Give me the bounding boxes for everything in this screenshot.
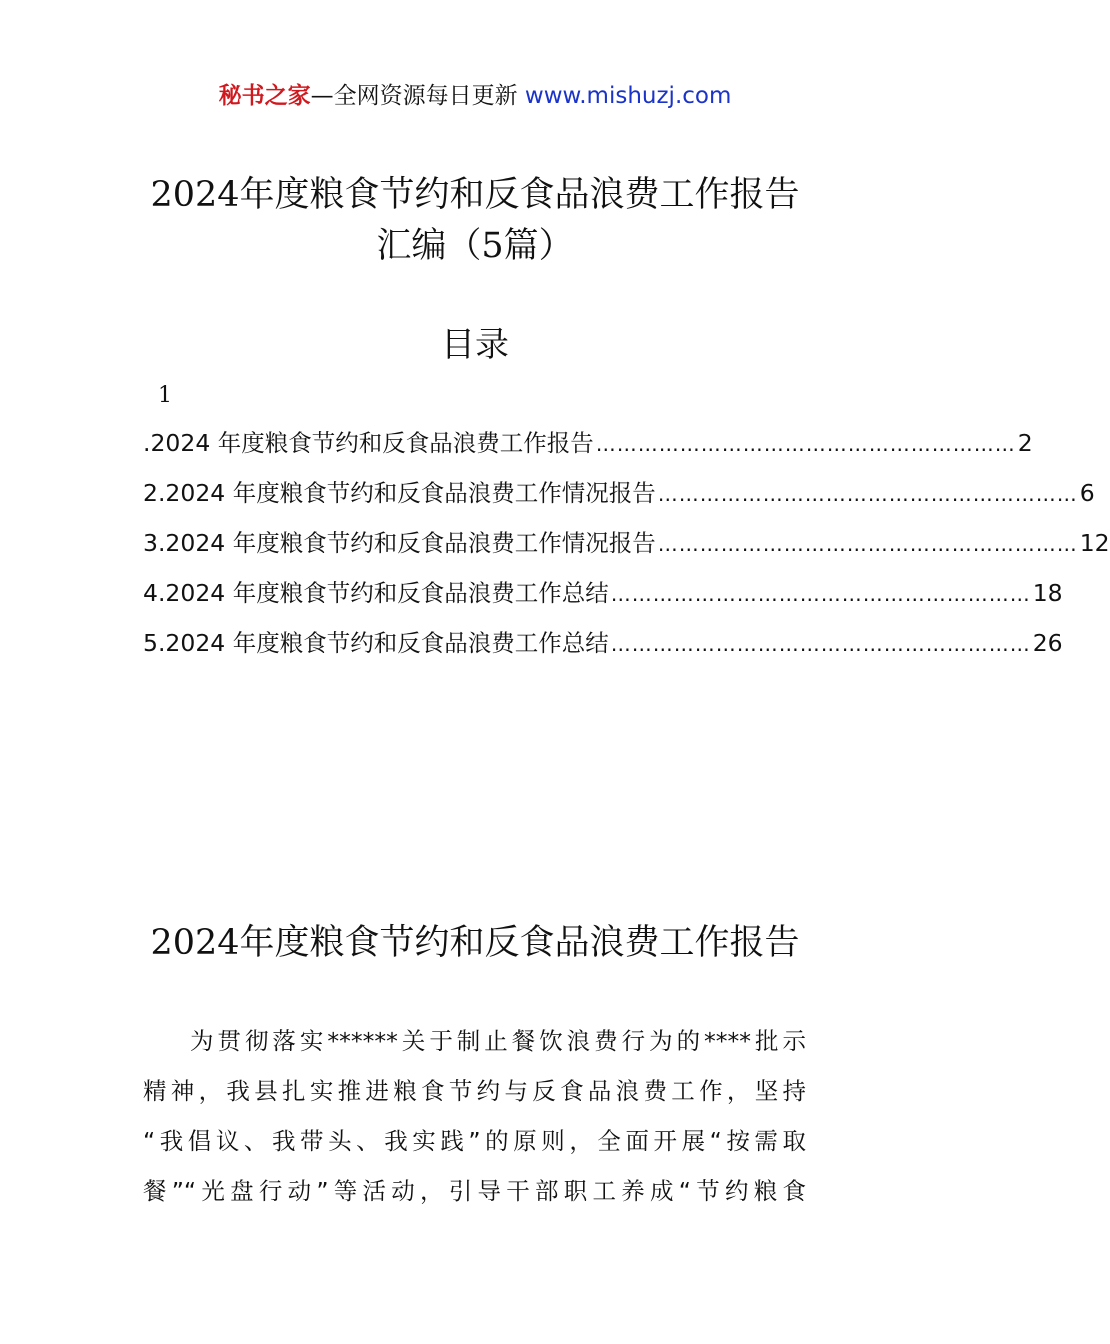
brand-name: 秘书之家 xyxy=(218,83,311,109)
toc-heading: 目录 xyxy=(441,325,509,365)
document-title-line-1 xyxy=(120,170,830,221)
toc-entry-label: 2024 年度粮食节约和反食品浪费工作情况报告 xyxy=(165,529,656,557)
title-compilation-post: 篇） xyxy=(503,226,574,266)
title-compilation-pre: 汇编（ xyxy=(376,226,482,266)
document-title-line-2 xyxy=(120,221,830,272)
header-tagline: —全网资源每日更新 xyxy=(310,83,518,109)
toc-entry-number: 3. xyxy=(143,529,166,557)
toc-entry-label: 2024 年度粮食节约和反食品浪费工作总结 xyxy=(165,579,609,607)
toc-entry-leader: …………………………………………………… xyxy=(657,482,1078,506)
toc-entry-leader: …………………………………………………… xyxy=(595,432,1016,456)
toc-entry-number: 4. xyxy=(143,579,166,607)
title-year: 2024 xyxy=(150,175,240,215)
paragraph-line: “我倡议、我带头、我实践”的原则，全面开展“按需取 xyxy=(143,1127,806,1155)
toc-entry[interactable] xyxy=(143,618,1063,668)
paragraph-line: 精神，我县扎实推进粮食节约与反食品浪费工作，坚持 xyxy=(143,1077,806,1105)
toc-entry-page: 26 xyxy=(1032,629,1063,657)
title-count: 5 xyxy=(481,226,504,266)
toc-entry[interactable] xyxy=(143,418,1033,468)
section-title-year: 2024 xyxy=(150,923,240,963)
toc-entry-label: 2024 年度粮食节约和反食品浪费工作报告 xyxy=(150,429,594,457)
toc-entry-leader: …………………………………………………… xyxy=(610,632,1031,656)
paragraph-line: 为贯彻落实******关于制止餐饮浪费行为的****批示 xyxy=(190,1027,806,1055)
toc-entry[interactable] xyxy=(143,568,1063,618)
toc-stray-number: 1 xyxy=(158,383,172,408)
toc-entry-leader: …………………………………………………… xyxy=(610,582,1031,606)
toc-entry-page: 6 xyxy=(1079,479,1095,507)
title-text: 年度粮食节约和反食品浪费工作报告 xyxy=(239,175,800,215)
toc-entry-page: 12 xyxy=(1079,529,1110,557)
toc-entry[interactable] xyxy=(143,518,1110,568)
toc-entry-page: 18 xyxy=(1032,579,1063,607)
site-header xyxy=(0,80,950,112)
body-paragraph xyxy=(143,1016,806,1216)
section-title xyxy=(0,918,950,968)
toc-entry-number: 5. xyxy=(143,629,166,657)
toc-list xyxy=(143,418,1110,668)
section-title-text: 年度粮食节约和反食品浪费工作报告 xyxy=(239,923,800,963)
paragraph-line: 餐”“光盘行动”等活动，引导干部职工养成“节约粮食 xyxy=(143,1177,806,1205)
toc-entry-number: 2. xyxy=(143,479,166,507)
toc-entry[interactable] xyxy=(143,468,1095,518)
toc-entry-page: 2 xyxy=(1017,429,1033,457)
document-title xyxy=(120,170,830,272)
toc-entry-number: . xyxy=(143,429,151,457)
toc-entry-label: 2024 年度粮食节约和反食品浪费工作总结 xyxy=(165,629,609,657)
toc-entry-label: 2024 年度粮食节约和反食品浪费工作情况报告 xyxy=(165,479,656,507)
toc-entry-leader: …………………………………………………… xyxy=(657,532,1078,556)
site-url-link[interactable]: www.mishuzj.com xyxy=(524,83,732,109)
